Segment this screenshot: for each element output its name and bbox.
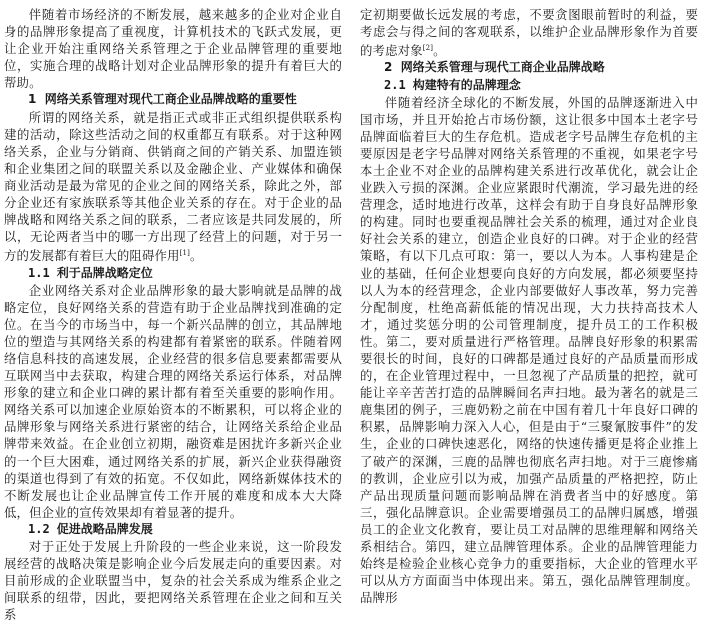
intro-paragraph: 伴随着市场经济的不断发展，越来越多的企业对企业自身的品牌形象提高了重视度，计算机技术的飞跃式发展，更让企业开始注重网络关系管理之于企业品牌管理的重要地位，实施合理的战略计划对企业品牌形象的提升有着巨大的帮助。 bbox=[4, 7, 342, 91]
section-1-text-end: 。 bbox=[189, 248, 203, 264]
subsection-1-1-title: 利于品牌战略定位 bbox=[56, 265, 153, 280]
section-2-title: 网络关系管理与现代工商企业品牌战略 bbox=[400, 60, 605, 75]
section-1-paragraph bbox=[4, 109, 342, 265]
continued-text-end: 。 bbox=[433, 43, 446, 59]
section-1-text: 所谓的网络关系，就是指正式或非正式组织提供联系构建的活动，除这些活动之间的权重都互有联系。对于这种网络关系，企业与分销商、供销商之间的产销关系、加盟连锁和企业集团之间的联盟关系以及金融企业、产业媒体和确保商业活动是最为常见的企业之间的网络关系，除此之外，部分企业还有家族联系等其他企业关系的存在。对于企业的品牌战略和网络关系之间的联系，二者应该是共同发展的，所以，无论两者当中的哪一方出现了经营上的问题，对于另一方的发展都有着巨大的阻碍作用 bbox=[4, 109, 342, 264]
continued-text: 定初期要做长远发展的考虑，不要贪图眼前暂时的利益，要考虑会与得之间的客观联系，以维护企业品牌形象作为首要的考虑对象 bbox=[360, 7, 698, 59]
subsection-1-1-heading bbox=[4, 265, 342, 282]
right-column bbox=[360, 6, 698, 606]
section-1-heading bbox=[4, 91, 342, 108]
subsection-2-1-paragraph: 伴随着经济全球化的不断发展，外国的品牌逐渐进入中国市场，并且开始抢占市场份额，这让很多中国本土老字号品牌面临着巨大的生存危机。造成老字号品牌生存危机的主要原因是老字号品牌对网络关系管理的不重视，如果老字号本土企业不对企业的品牌构建关系进行改革优化，就会让企业跌入亏损的深渊。企业应紧跟时代潮流，学习最先进的经营理念，适时地进行改革，这样会有助于自身良好品牌形象的构建。同时也要重视品牌社会关系的梳理，通过对企业良好社会关系的建立，创造企业良好的口碑。对于企业的经营策略，有以下几点可取：第一，要以人为本。人事构建是企业的基础，任何企业想要向良好的方向发展，都必须要坚持以人为本的经营理念，企业内部要做好人事改革，努力完善分配制度，杜绝高薪低能的情况出现，大力扶持高技术人才，通过奖惩分明的公司管理制度，提升员工的工作积极性。第二，要对质量进行严格管理。品牌良好形象的积累需要很长的时间，良好的口碑都是通过良好的产品质量而形成的，在企业管理过程中，一旦忽视了产品质量的把控，就可能让辛辛苦苦打造的品牌瞬间名声扫地。最为著名的就是三鹿集团的例子，三鹿奶粉之前在中国有着几十年良好口碑的积累，品牌影响力深入人心，但是由于“三聚氰胺事件”的发生，企业的口碑快速恶化，网络的快速传播更是将企业推上了破产的深渊，三鹿的品牌也彻底名声扫地。对于三鹿惨痛的教训，企业应引以为戒，加强产品质量的严格把控，防止产品出现质量问题而影响品牌在消费者当中的好感度。第三，强化品牌意识。企业需要增强员工的品牌归属感，增强员工的企业文化教育，要让员工对品牌的思维理解和网络关系相结合。第四，建立品牌管理体系。企业的品牌管理能力始终是检验企业核心竞争力的重要指标，大企业的管理水平可以从方方面面当中体现出来。第五，强化品牌管理制度。品牌形 bbox=[360, 94, 698, 606]
section-2-heading bbox=[360, 59, 698, 76]
subsection-1-2-number: 1.2 bbox=[28, 521, 50, 536]
left-column bbox=[4, 6, 342, 623]
subsection-1-2-heading bbox=[4, 521, 342, 538]
subsection-2-1-number: 2.1 bbox=[384, 77, 406, 92]
section-2-number: 2 bbox=[384, 60, 393, 75]
citation-1: [1] bbox=[179, 249, 190, 258]
subsection-1-2-title: 促进战略品牌发展 bbox=[56, 521, 153, 536]
subsection-1-1-paragraph: 企业网络关系对企业品牌形象的最大影响就是品牌的战略定位，良好网络关系的营造有助于企业品牌找到准确的定位。在当今的市场当中，每一个新兴品牌的创立，其品牌地位的塑造与其网络关系的构建都有着紧密的联系。伴随着网络信息科技的高速发展，企业经营的很多信息要素都需要从互联网当中去获取，构建合理的网络关系运行体系，对品牌形象的建立和企业口碑的累计都有着至关重要的影响作用。网络关系可以加速企业原始资本的不断累积，可以将企业的品牌形象与网络关系进行紧密的结合，让网络关系给企业品牌带来效益。在企业创立初期，融资难是困扰许多新兴企业的一个巨大困难，通过网络关系的扩展，新兴企业获得融资的渠道也得到了有效的拓宽。不仅如此，网络新媒体技术的不断发展也让企业品牌宣传工作开展的难度和成本大大降低，但企业的宣传效果却有着显著的提升。 bbox=[4, 282, 342, 520]
subsection-1-1-number: 1.1 bbox=[28, 265, 50, 280]
citation-2: [2] bbox=[422, 44, 434, 53]
section-1-title: 网络关系管理对现代工商企业品牌战略的重要性 bbox=[44, 92, 297, 107]
subsection-2-1-title: 构建特有的品牌理念 bbox=[412, 77, 521, 92]
section-1-number: 1 bbox=[28, 92, 37, 107]
subsection-1-2-paragraph: 对于正处于发展上升阶段的一些企业来说，这一阶段发展经营的战略决策是影响企业今后发展走向的重要因素。对目前形成的企业联盟当中，复杂的社会关系成为维系企业之间联系的纽带，因此，要把网络关系管理在企业之间和互关系 bbox=[4, 539, 342, 623]
continued-paragraph bbox=[360, 6, 698, 59]
subsection-2-1-heading bbox=[360, 77, 698, 94]
